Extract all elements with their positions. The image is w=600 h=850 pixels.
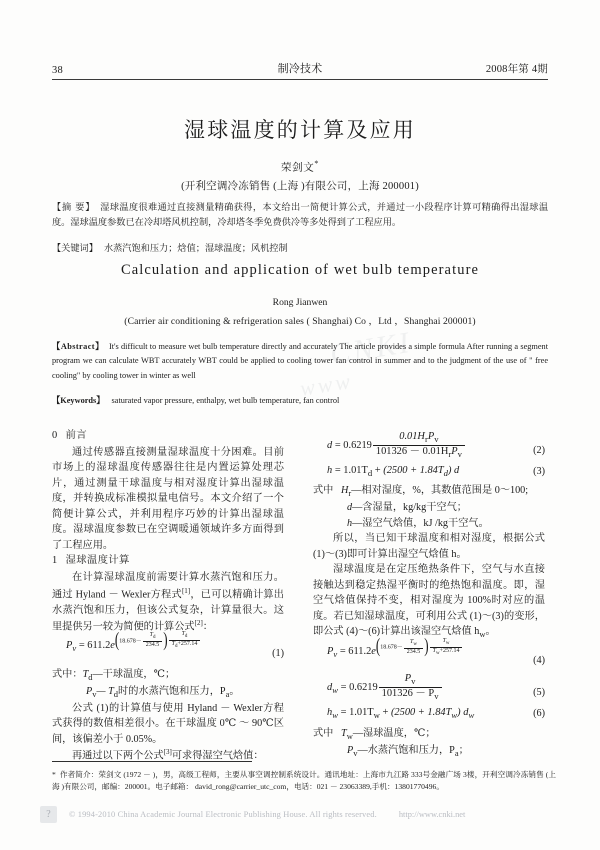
- eq4-coefficient: 611.2: [348, 646, 372, 658]
- eq4-lhs-sub: v: [333, 649, 338, 660]
- equation-3-body: [313, 463, 459, 480]
- eq5-fraction: [379, 673, 442, 702]
- equation-1-body: [52, 627, 201, 658]
- eq1-expo-num1: T: [149, 632, 153, 639]
- cnki-url[interactable]: http://www.cnki.net: [398, 810, 466, 819]
- section-heading-1: [52, 553, 284, 569]
- eq1-expo-frac1-num: [143, 632, 163, 641]
- equation-4-body: [313, 634, 463, 664]
- eq1-equals: =: [78, 639, 85, 651]
- eq1-expo-frac2-den: [169, 640, 201, 650]
- eq2-lhs: d: [327, 439, 333, 451]
- eq4-expo-frac1-num: [404, 639, 424, 648]
- eq3-term1: [343, 465, 373, 479]
- definition-head-1-label: 式中：: [52, 668, 83, 680]
- eq2-coefficient: 0.6219: [343, 439, 372, 451]
- eq3-t1-sub: d: [367, 468, 373, 479]
- eq2-num-h-sub: r: [424, 434, 428, 445]
- equation-3: [313, 463, 545, 480]
- eq6-t2: (2500 + 1.84T: [390, 707, 452, 719]
- eq6-term2: [390, 707, 475, 721]
- definition-2-text-b: 时的水蒸汽饱和压力，P: [118, 685, 226, 697]
- definition-1-text: —干球温度，℃；: [92, 668, 176, 680]
- eq1-lhs-sub: v: [72, 642, 77, 653]
- eq4-expo-a: 18.678: [380, 644, 397, 651]
- section-number-1: 1: [52, 555, 58, 567]
- equation-4: [313, 634, 545, 670]
- eq2-equals: =: [334, 439, 341, 451]
- eq3-plus: +: [374, 465, 381, 477]
- english-title-block: [52, 262, 548, 327]
- section-heading-0: [52, 428, 284, 444]
- paragraph-deviation: 公式 (1)的计算值与使用 Hyland － Wexler方程式获得的数值相差很小。在干球温度 0℃ ～ 90℃区间，该偏差小于 0.05%。: [52, 702, 284, 745]
- eq6-equals: =: [340, 707, 347, 719]
- eq4-expo-frac-1: [404, 639, 424, 656]
- abstract-en-text: It's difficult to measure wet bulb temperature directly and accurately The article provides a simple formula After running a segment program we can calculate WBT accurately WBT could be applied to cooling tower fan control in summer and to the judgment of the use of " free cooling" by cooling tower in winter as well: [52, 342, 549, 380]
- eq5-num-p-sub: v: [411, 676, 416, 687]
- paragraph-intro: 通过传感器直接测量湿球温度十分困难。目前市场上的湿球温度传感器往往是内置运算处理芯片，通过测量干球温度与相对湿度计算出湿球温度，并转换成标准模拟量电信号。本文介绍了一个简便计算公式，并利用程序巧妙的计算出湿球温度。湿球温度参数已在空调暖通领域许多方面得到了工程应用。: [52, 446, 284, 551]
- eq4-expo-frac-2: [430, 638, 463, 657]
- definition-w1-sub: w: [346, 730, 353, 741]
- equation-1: [52, 627, 284, 664]
- eq1-expo-frac2-num: [169, 631, 201, 640]
- definition-2-sub: v: [92, 688, 97, 699]
- abstract-cn-label: 【摘 要】: [52, 202, 96, 212]
- eq4-expo-frac2-num: [430, 638, 463, 647]
- keywords-en-text: saturated vapor pressure, enthalpy, wet bulb temperature, fan control: [111, 396, 340, 405]
- eq1-exponent: [114, 627, 201, 651]
- affiliation-cn: (开利空调冷冻销售 (上海 )有限公司，上海 200001): [181, 180, 419, 192]
- definition-head-3-label: 式中: [313, 727, 334, 739]
- equation-5: [313, 673, 545, 702]
- equation-2: [313, 431, 545, 460]
- cnki-footer: [40, 806, 560, 823]
- eq2-den-p: P: [451, 446, 458, 458]
- eq4-paren-close: ): [424, 634, 429, 657]
- equation-6: [313, 705, 545, 722]
- reference-marker-3: [3]: [163, 748, 172, 757]
- header-rule: [52, 79, 548, 80]
- eq1-expo-num2: T: [181, 631, 185, 638]
- eq2-num-p-sub: v: [434, 434, 439, 445]
- keywords-cn: [52, 241, 548, 256]
- eq1-expo-num1-sub: d: [152, 635, 156, 641]
- eq3-t2-rest: ) d: [448, 465, 460, 477]
- definition-r1-sub: r: [348, 488, 352, 499]
- eq4-expo-num2: T: [442, 637, 446, 644]
- equation-4-tag: (4): [533, 654, 545, 666]
- section-number-0: 0: [52, 430, 58, 441]
- eq4-exponent: [375, 634, 464, 657]
- abstract-cn: [52, 200, 548, 230]
- equation-6-tag: (6): [533, 708, 545, 720]
- para-enthalpy-a: 再通过以下两个公式: [72, 750, 164, 762]
- definition-2-text-a: — T: [96, 685, 114, 697]
- keywords-cn-text: 水蒸汽饱和压力；焓值；湿球温度；风机控制: [103, 243, 288, 253]
- eq1-lhs: [66, 640, 76, 651]
- eq5-num-p: P: [404, 673, 412, 685]
- equation-5-body: [313, 673, 443, 702]
- issue-label: 2008年第 4期: [485, 64, 548, 75]
- eq1-base: e: [110, 639, 115, 651]
- eq6-t2-rest: ) d: [457, 707, 469, 719]
- equation-6-body: [313, 705, 474, 722]
- definition-r2: [313, 500, 545, 516]
- definition-head-2-label: 式中: [313, 485, 334, 497]
- eq4-expo-den2: T: [432, 647, 436, 654]
- definition-w2: [313, 743, 545, 760]
- definition-list-1: [52, 667, 284, 701]
- eq1-expo-frac-2: [169, 631, 201, 650]
- eq5-denominator: [379, 687, 442, 702]
- eq5-coefficient: 0.6219: [349, 682, 378, 694]
- eq4-lhs-sym: P: [327, 646, 334, 658]
- page-title-en: Calculation and application of wet bulb temperature: [120, 262, 480, 278]
- definition-w1-text: —湿球温度，℃；: [352, 727, 436, 739]
- definition-2: [52, 684, 284, 701]
- footnote-text: 作者简介：荣剑文 (1972 － )，男，高级工程师，主要从事空调控制系统设计。通讯地址：上海市九江路 333号金融广场 3楼，开利空调冷冻销售 (上海 )有限公司，邮编：200001。电子邮箱： david_rong@carrier_utc_com，电话：021 － 23063389,手机：13801770496。: [52, 770, 556, 792]
- definition-r2-symbol: d: [347, 502, 353, 514]
- definition-2-sub3: a: [225, 688, 230, 699]
- eq1-coefficient: 611.2: [87, 639, 111, 651]
- eq5-lhs-sym: d: [327, 682, 333, 694]
- keywords-cn-label: 【关键词】: [52, 243, 98, 253]
- definition-list-3: [313, 726, 545, 760]
- eq2-num-h: 0.01H: [399, 431, 425, 442]
- eq1-expo-minus: －: [135, 638, 142, 645]
- definition-1-sub: d: [88, 671, 93, 682]
- eq3-t2: (2500 + 1.84T: [383, 465, 444, 477]
- abstract-en: [52, 340, 548, 383]
- reference-marker-2: [2]: [194, 619, 203, 628]
- eq3-equals: =: [334, 465, 341, 477]
- definition-2-text-c: 。: [229, 685, 240, 697]
- eq1-expo-frac1-den: 234.5: [143, 641, 163, 649]
- definition-w2-sub2: a: [454, 747, 459, 758]
- eq2-numerator: [373, 431, 465, 445]
- definition-w2-end: ；: [458, 744, 469, 756]
- equation-3-tag: (3): [533, 465, 545, 477]
- author-name-en: Rong Jianwen: [272, 297, 328, 308]
- eq6-lhs-sym: h: [327, 707, 333, 719]
- definition-2-sub2: d: [113, 688, 119, 699]
- definition-2-symbol: P: [86, 685, 93, 697]
- eq2-denominator: [373, 445, 465, 460]
- eq4-expo-frac2-den: [430, 647, 463, 657]
- reference-marker-1: [1]: [181, 586, 191, 595]
- eq4-expo-num1: T: [410, 638, 414, 645]
- eq3-t2-sub: d: [443, 468, 448, 479]
- page-title: 湿球温度的计算及应用: [184, 118, 416, 142]
- paragraph-known-conditions: 所以，当已知干球温度和相对湿度，根据公式 (1)～(3)即可计算出湿空气焓值 h。: [313, 533, 545, 560]
- equation-2-tag: (2): [533, 444, 545, 456]
- eq6-term1: [349, 707, 380, 721]
- definition-w2-symbol: P: [347, 744, 354, 756]
- eq4-lhs: [327, 646, 338, 660]
- eq5-equals: =: [340, 682, 347, 694]
- definition-r1-text: —相对湿度，%，其数值范围是 0～100;: [351, 485, 529, 497]
- eq3-term2: [383, 465, 460, 479]
- author-footnote: [52, 769, 556, 794]
- eq5-lhs: [327, 682, 338, 696]
- footnote-marker: *: [52, 770, 56, 779]
- section-title-0: 前言: [65, 430, 87, 441]
- body-column-left: [52, 428, 284, 764]
- eq4-expo-num2-sub: w: [445, 640, 450, 646]
- para-wbt-def-text: 湿球温度是在定压绝热条件下，空气与水直接接触达到稳定热湿平衡时的绝热饱和温度。即，湿空气焓值保持不变，相对湿度为 100%时对应的温度。若已知湿球温度，可利用公式 (1)～(3)的变形，即公式 (4)～(6)计算出该湿空气焓值 h: [313, 564, 545, 638]
- keywords-en: [52, 394, 548, 408]
- eq4-expo-den2-rest: +257.14: [439, 647, 460, 654]
- eq2-den-sub: r: [448, 449, 452, 460]
- para-wbt-def-sub: w: [479, 629, 486, 640]
- eq4-expo-den2-sub: w: [435, 650, 440, 656]
- eq3-lhs: h: [327, 465, 333, 477]
- running-head: [52, 56, 548, 76]
- equation-5-tag: (5): [533, 686, 545, 698]
- copyright-text: © 1994-2010 China Academic Journal Electronic Publishing House. All rights reserved.: [69, 810, 377, 819]
- cnki-badge-icon: ?: [40, 806, 57, 823]
- equation-2-body: [313, 431, 466, 460]
- author-name-cn: [52, 159, 548, 175]
- definition-head-2: [313, 483, 545, 500]
- eq1-expo-den2-rest: +257.14: [177, 641, 198, 648]
- definition-r3-text: —湿空气焓值，kJ /kg干空气。: [352, 517, 489, 529]
- eq4-paren-open: (: [375, 634, 381, 657]
- eq1-expo-den2-sub: d: [174, 644, 178, 650]
- author-name-cn-text: 荣剑文: [281, 162, 315, 174]
- abstract-cn-text: 湿球温度很难通过直接测量精确获得，本文给出一简便计算公式，并通过一小段程序计算可精确得出湿球温度。湿球温度参数已在冷却塔风机控制，冷却塔冬季免费供冷等多处得到了工程应用。: [52, 202, 549, 227]
- affiliation-en: (Carrier air conditioning & refrigeration sales ( Shanghai) Co ，Ltd ，Shanghai 200001): [124, 316, 476, 327]
- eq1-lhs-sym: P: [66, 639, 73, 651]
- para-part-b: ，已可以精确计算出水蒸汽饱和压力，但该公式复杂，计算量很大。这里提供另一较为简便的计算公式: [52, 589, 284, 633]
- definition-w1-symbol: T: [341, 727, 347, 739]
- para-wbt-def-end: 。: [485, 626, 496, 638]
- definition-r2-text: —含湿量，kg/kg干空气；: [352, 502, 467, 514]
- eq6-t1: 1.01T: [349, 707, 374, 719]
- definition-1-symbol: T: [82, 668, 89, 680]
- eq1-expo-den2: T: [171, 641, 175, 648]
- eq6-t2-sub2: w: [468, 710, 475, 721]
- eq5-lhs-sub: w: [332, 685, 338, 696]
- eq4-equals: =: [339, 646, 346, 658]
- body-column-right: [313, 428, 545, 759]
- eq5-den-sub: v: [434, 691, 439, 702]
- eq1-paren-close: ): [163, 627, 168, 651]
- footnote-rule: [52, 761, 252, 762]
- eq5-numerator: [379, 673, 442, 687]
- eq2-den-text: 101326 － 0.01H: [375, 446, 449, 458]
- paragraph-wbt-definition: [313, 562, 545, 641]
- definition-w2-text: —水蒸汽饱和压力，P: [357, 744, 455, 756]
- eq6-plus: +: [382, 707, 389, 719]
- definition-list-2: [313, 483, 545, 531]
- eq6-lhs: [327, 707, 338, 721]
- para-part-c: ：: [202, 621, 213, 633]
- eq1-expo-frac-1: [143, 632, 163, 649]
- eq2-num-p: P: [427, 431, 435, 442]
- para-part-a: 在计算湿球温度前需要计算水蒸汽饱和压力。通过 Hyland － Wexler方程式: [52, 572, 284, 601]
- keywords-en-label: 【Keywords】: [52, 396, 105, 405]
- eq6-t1-sub: w: [373, 710, 380, 721]
- eq4-expo-minus: －: [396, 644, 403, 651]
- author-footnote-marker: *: [314, 159, 319, 169]
- eq6-t2-sub: w: [451, 710, 458, 721]
- eq4-expo-num1-sub: w: [413, 641, 418, 647]
- equation-1-tag: (1): [272, 648, 284, 660]
- scan-watermark: CNKI: [327, 325, 415, 372]
- scan-watermark-secondary: www: [298, 368, 355, 402]
- definition-r1-symbol: H: [341, 485, 349, 497]
- eq1-expo-a: 18.678: [119, 638, 136, 645]
- eq2-den-p-sub: v: [457, 449, 462, 460]
- eq6-lhs-sub: w: [332, 710, 338, 721]
- paragraph-wbt-calc: [52, 570, 284, 638]
- eq4-base: e: [371, 646, 376, 658]
- para-enthalpy-b: 可求得湿空气焓值：: [171, 750, 264, 762]
- section-title-1: 湿球温度计算: [65, 555, 130, 567]
- definition-r3: [313, 516, 545, 532]
- eq1-expo-num2-sub: d: [184, 634, 188, 640]
- eq5-den-text: 101326 － P: [381, 688, 435, 700]
- eq2-fraction: [373, 431, 465, 460]
- definition-r3-symbol: h: [347, 517, 353, 529]
- definition-w2-sub: v: [353, 747, 358, 758]
- title-block: [52, 118, 548, 193]
- definition-head-1: [52, 667, 284, 684]
- abstract-en-label: 【Abstract】: [52, 342, 104, 351]
- page-folio: 38: [52, 65, 63, 76]
- eq4-expo-frac1-den: 234.5: [404, 648, 424, 656]
- eq1-paren-open: (: [114, 627, 120, 651]
- definition-head-3: [313, 726, 545, 743]
- eq3-t1: 1.01T: [343, 465, 368, 477]
- journal-name: 制冷技术: [277, 63, 323, 75]
